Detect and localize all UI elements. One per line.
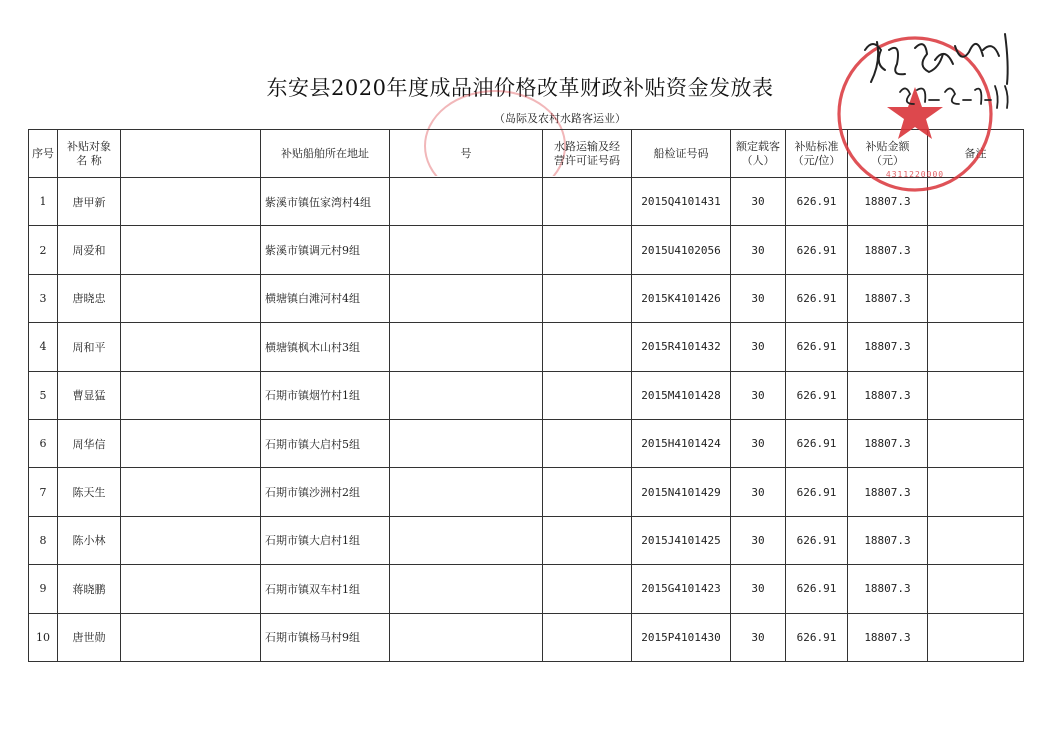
- cell-no: 4: [29, 323, 58, 371]
- table-header-row: [29, 130, 1024, 178]
- cell-capacity: 30: [731, 274, 786, 322]
- cell-no: 3: [29, 274, 58, 322]
- cell-standard: 626.91: [786, 468, 848, 516]
- cell-license: [543, 516, 632, 564]
- cell-no: 9: [29, 565, 58, 613]
- cell-remarks: [928, 516, 1024, 564]
- cell-blank: [121, 419, 261, 467]
- cell-standard: 626.91: [786, 274, 848, 322]
- cell-address: 紫溪市镇伍家湾村4组: [261, 178, 390, 226]
- cell-address: 石期市镇杨马村9组: [261, 613, 390, 661]
- cell-ship-cert: 2015U4102056: [632, 226, 731, 274]
- cell-address: 石期市镇沙洲村2组: [261, 468, 390, 516]
- cell-capacity: 30: [731, 419, 786, 467]
- cell-capacity: 30: [731, 323, 786, 371]
- cell-blank: [121, 516, 261, 564]
- cell-ship-cert: 2015N4101429: [632, 468, 731, 516]
- cell-amount: 18807.3: [848, 419, 928, 467]
- cell-no: 2: [29, 226, 58, 274]
- cell-name: 唐世勋: [58, 613, 121, 661]
- header-standard: 补贴标准 （元/位）: [786, 130, 848, 178]
- cell-blank: [121, 468, 261, 516]
- cell-amount: 18807.3: [848, 226, 928, 274]
- cell-ship-cert: 2015K4101426: [632, 274, 731, 322]
- cell-name: 曹显猛: [58, 371, 121, 419]
- cell-name: 周华信: [58, 419, 121, 467]
- cell-name: 陈小林: [58, 516, 121, 564]
- header-capacity: 额定载客 （人）: [731, 130, 786, 178]
- cell-number: [390, 274, 543, 322]
- cell-no: 7: [29, 468, 58, 516]
- table-row: [29, 468, 1024, 516]
- table-row: [29, 178, 1024, 226]
- table-row: [29, 613, 1024, 661]
- cell-remarks: [928, 565, 1024, 613]
- cell-number: [390, 565, 543, 613]
- cell-license: [543, 371, 632, 419]
- cell-number: [390, 516, 543, 564]
- header-amount: 补贴金额 （元）: [848, 130, 928, 178]
- cell-capacity: 30: [731, 371, 786, 419]
- cell-amount: 18807.3: [848, 178, 928, 226]
- cell-number: [390, 613, 543, 661]
- cell-remarks: [928, 274, 1024, 322]
- header-recipient: 补贴对象 名 称: [58, 130, 121, 178]
- cell-number: [390, 178, 543, 226]
- cell-remarks: [928, 419, 1024, 467]
- cell-remarks: [928, 371, 1024, 419]
- cell-ship-cert: 2015J4101425: [632, 516, 731, 564]
- cell-no: 8: [29, 516, 58, 564]
- cell-name: 周和平: [58, 323, 121, 371]
- cell-standard: 626.91: [786, 178, 848, 226]
- cell-license: [543, 323, 632, 371]
- cell-remarks: [928, 226, 1024, 274]
- cell-name: 唐晓忠: [58, 274, 121, 322]
- header-remarks: 备注: [928, 130, 1024, 178]
- cell-amount: 18807.3: [848, 323, 928, 371]
- cell-capacity: 30: [731, 178, 786, 226]
- document-subtitle: （岛际及农村水路客运业）: [494, 112, 626, 125]
- cell-capacity: 30: [731, 516, 786, 564]
- cell-standard: 626.91: [786, 419, 848, 467]
- cell-ship-cert: 2015Q4101431: [632, 178, 731, 226]
- cell-standard: 626.91: [786, 323, 848, 371]
- cell-license: [543, 274, 632, 322]
- header-ship-cert: 船检证号码: [632, 130, 731, 178]
- cell-capacity: 30: [731, 468, 786, 516]
- cell-blank: [121, 371, 261, 419]
- cell-number: [390, 468, 543, 516]
- table-body: [29, 178, 1024, 662]
- cell-name: 陈天生: [58, 468, 121, 516]
- table-row: [29, 565, 1024, 613]
- header-number: 号: [390, 130, 543, 178]
- cell-license: [543, 419, 632, 467]
- header-address: 补贴船舶所在地址: [261, 130, 390, 178]
- cell-standard: 626.91: [786, 226, 848, 274]
- table-row: [29, 274, 1024, 322]
- cell-number: [390, 226, 543, 274]
- cell-amount: 18807.3: [848, 371, 928, 419]
- table-row: [29, 226, 1024, 274]
- cell-address: 横塘镇白滩河村4组: [261, 274, 390, 322]
- cell-license: [543, 565, 632, 613]
- cell-license: [543, 226, 632, 274]
- cell-amount: 18807.3: [848, 565, 928, 613]
- cell-license: [543, 468, 632, 516]
- cell-capacity: 30: [731, 613, 786, 661]
- subsidy-table: [28, 129, 1024, 662]
- cell-license: [543, 178, 632, 226]
- header-license: 水路运输及经 营许可证号码: [543, 130, 632, 178]
- cell-ship-cert: 2015H4101424: [632, 419, 731, 467]
- cell-ship-cert: 2015G4101423: [632, 565, 731, 613]
- cell-address: 紫溪市镇调元村9组: [261, 226, 390, 274]
- table-row: [29, 419, 1024, 467]
- cell-blank: [121, 178, 261, 226]
- cell-address: 横塘镇枫木山村3组: [261, 323, 390, 371]
- cell-license: [543, 613, 632, 661]
- cell-amount: 18807.3: [848, 274, 928, 322]
- cell-no: 10: [29, 613, 58, 661]
- cell-blank: [121, 613, 261, 661]
- cell-no: 5: [29, 371, 58, 419]
- table-row: [29, 516, 1024, 564]
- cell-name: 唐甲新: [58, 178, 121, 226]
- handwritten-signature: [855, 20, 1040, 130]
- cell-blank: [121, 226, 261, 274]
- cell-amount: 18807.3: [848, 468, 928, 516]
- document-title: 东安县2020年度成品油价格改革财政补贴资金发放表: [266, 76, 774, 100]
- svg-text:4311220000: 4311220000: [885, 170, 945, 179]
- cell-name: 蒋晓鹏: [58, 565, 121, 613]
- cell-name: 周爱和: [58, 226, 121, 274]
- cell-standard: 626.91: [786, 516, 848, 564]
- cell-address: 石期市镇烟竹村1组: [261, 371, 390, 419]
- cell-amount: 18807.3: [848, 516, 928, 564]
- cell-ship-cert: 2015M4101428: [632, 371, 731, 419]
- cell-capacity: 30: [731, 226, 786, 274]
- table-row: [29, 371, 1024, 419]
- header-no: 序号: [29, 130, 58, 178]
- cell-blank: [121, 323, 261, 371]
- cell-number: [390, 371, 543, 419]
- cell-ship-cert: 2015P4101430: [632, 613, 731, 661]
- cell-standard: 626.91: [786, 565, 848, 613]
- cell-address: 石期市镇大启村1组: [261, 516, 390, 564]
- cell-number: [390, 323, 543, 371]
- cell-remarks: [928, 323, 1024, 371]
- cell-address: 石期市镇大启村5组: [261, 419, 390, 467]
- cell-capacity: 30: [731, 565, 786, 613]
- cell-ship-cert: 2015R4101432: [632, 323, 731, 371]
- cell-number: [390, 419, 543, 467]
- cell-remarks: [928, 613, 1024, 661]
- cell-no: 6: [29, 419, 58, 467]
- cell-no: 1: [29, 178, 58, 226]
- cell-remarks: [928, 178, 1024, 226]
- header-blank: [121, 130, 261, 178]
- cell-blank: [121, 274, 261, 322]
- cell-remarks: [928, 468, 1024, 516]
- cell-amount: 18807.3: [848, 613, 928, 661]
- cell-blank: [121, 565, 261, 613]
- cell-standard: 626.91: [786, 613, 848, 661]
- table-row: [29, 323, 1024, 371]
- cell-standard: 626.91: [786, 371, 848, 419]
- cell-address: 石期市镇双车村1组: [261, 565, 390, 613]
